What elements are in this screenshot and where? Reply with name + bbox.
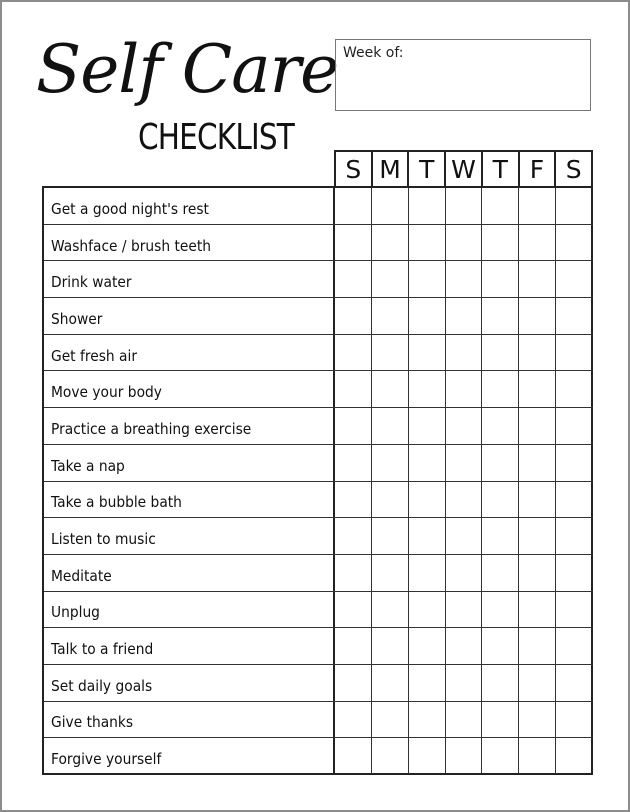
- check-cell-tuesday[interactable]: [409, 738, 446, 773]
- check-cell-tuesday[interactable]: [409, 371, 446, 407]
- check-cell-wednesday[interactable]: [446, 555, 483, 591]
- check-cell-thursday[interactable]: [482, 628, 519, 664]
- check-cell-friday[interactable]: [519, 482, 556, 518]
- check-cell-monday[interactable]: [372, 298, 409, 334]
- task-label: Get a good night's rest: [44, 188, 335, 224]
- check-cell-sunday[interactable]: [335, 738, 372, 773]
- check-cell-saturday[interactable]: [556, 225, 593, 261]
- check-cell-sunday[interactable]: [335, 225, 372, 261]
- week-of-label: Week of:: [343, 45, 404, 61]
- check-cell-sunday[interactable]: [335, 298, 372, 334]
- check-cell-wednesday[interactable]: [446, 665, 483, 701]
- check-cell-friday[interactable]: [519, 335, 556, 371]
- table-row: [44, 261, 593, 298]
- check-cell-saturday[interactable]: [556, 371, 593, 407]
- task-label: Unplug: [44, 592, 335, 628]
- check-cell-wednesday[interactable]: [446, 445, 483, 481]
- table-row: [44, 445, 593, 482]
- table-row: [44, 628, 593, 665]
- check-cell-wednesday[interactable]: [446, 188, 483, 224]
- task-label: Get fresh air: [44, 335, 335, 371]
- check-cell-saturday[interactable]: [556, 408, 593, 444]
- check-cell-thursday[interactable]: [482, 702, 519, 738]
- check-cell-friday[interactable]: [519, 738, 556, 773]
- check-cell-monday[interactable]: [372, 261, 409, 297]
- check-cell-thursday[interactable]: [482, 408, 519, 444]
- check-cell-friday[interactable]: [519, 628, 556, 664]
- day-header-friday: F: [520, 152, 557, 186]
- day-header-row: [334, 150, 593, 186]
- check-cell-tuesday[interactable]: [409, 188, 446, 224]
- check-cell-sunday[interactable]: [335, 518, 372, 554]
- check-cell-monday[interactable]: [372, 408, 409, 444]
- check-cell-sunday[interactable]: [335, 628, 372, 664]
- task-label: Shower: [44, 298, 335, 334]
- day-header-tuesday: T: [409, 152, 446, 186]
- check-cell-tuesday[interactable]: [409, 702, 446, 738]
- check-cell-sunday[interactable]: [335, 261, 372, 297]
- check-cell-thursday[interactable]: [482, 371, 519, 407]
- check-cell-monday[interactable]: [372, 592, 409, 628]
- check-cell-saturday[interactable]: [556, 335, 593, 371]
- check-cell-wednesday[interactable]: [446, 335, 483, 371]
- check-cell-tuesday[interactable]: [409, 518, 446, 554]
- check-cell-thursday[interactable]: [482, 298, 519, 334]
- check-cell-sunday[interactable]: [335, 702, 372, 738]
- check-cell-friday[interactable]: [519, 592, 556, 628]
- check-cell-thursday[interactable]: [482, 445, 519, 481]
- check-cell-thursday[interactable]: [482, 518, 519, 554]
- check-cell-sunday[interactable]: [335, 371, 372, 407]
- check-cell-tuesday[interactable]: [409, 408, 446, 444]
- check-cell-wednesday[interactable]: [446, 225, 483, 261]
- check-cell-thursday[interactable]: [482, 738, 519, 773]
- title-self-care: Self Care: [36, 31, 339, 108]
- checklist-table: [42, 186, 593, 775]
- check-cell-monday[interactable]: [372, 555, 409, 591]
- table-row: [44, 225, 593, 262]
- check-cell-friday[interactable]: [519, 188, 556, 224]
- check-cell-thursday[interactable]: [482, 555, 519, 591]
- check-cell-saturday[interactable]: [556, 445, 593, 481]
- task-label: Forgive yourself: [44, 738, 335, 773]
- check-cell-sunday[interactable]: [335, 592, 372, 628]
- check-cell-sunday[interactable]: [335, 408, 372, 444]
- check-cell-friday[interactable]: [519, 261, 556, 297]
- task-label: Washface / brush teeth: [44, 225, 335, 261]
- check-cell-thursday[interactable]: [482, 665, 519, 701]
- check-cell-thursday[interactable]: [482, 482, 519, 518]
- check-cell-monday[interactable]: [372, 628, 409, 664]
- check-cell-saturday[interactable]: [556, 482, 593, 518]
- check-cell-friday[interactable]: [519, 225, 556, 261]
- check-cell-saturday[interactable]: [556, 555, 593, 591]
- check-cell-sunday[interactable]: [335, 445, 372, 481]
- check-cell-friday[interactable]: [519, 298, 556, 334]
- check-cell-friday[interactable]: [519, 408, 556, 444]
- check-cell-friday[interactable]: [519, 555, 556, 591]
- week-of-box[interactable]: [335, 39, 591, 111]
- table-row: [44, 482, 593, 519]
- check-cell-monday[interactable]: [372, 665, 409, 701]
- check-cell-wednesday[interactable]: [446, 261, 483, 297]
- check-cell-wednesday[interactable]: [446, 592, 483, 628]
- check-cell-thursday[interactable]: [482, 261, 519, 297]
- table-row: [44, 188, 593, 225]
- check-cell-tuesday[interactable]: [409, 261, 446, 297]
- check-cell-tuesday[interactable]: [409, 592, 446, 628]
- table-row: [44, 298, 593, 335]
- check-cell-wednesday[interactable]: [446, 408, 483, 444]
- check-cell-sunday[interactable]: [335, 665, 372, 701]
- check-cell-tuesday[interactable]: [409, 225, 446, 261]
- task-label: Drink water: [44, 261, 335, 297]
- check-cell-wednesday[interactable]: [446, 482, 483, 518]
- check-cell-friday[interactable]: [519, 371, 556, 407]
- check-cell-monday[interactable]: [372, 445, 409, 481]
- check-cell-saturday[interactable]: [556, 298, 593, 334]
- check-cell-wednesday[interactable]: [446, 702, 483, 738]
- task-label: Give thanks: [44, 702, 335, 738]
- check-cell-tuesday[interactable]: [409, 628, 446, 664]
- check-cell-monday[interactable]: [372, 702, 409, 738]
- table-row: [44, 371, 593, 408]
- check-cell-sunday[interactable]: [335, 555, 372, 591]
- check-cell-monday[interactable]: [372, 371, 409, 407]
- check-cell-thursday[interactable]: [482, 335, 519, 371]
- table-row: [44, 592, 593, 629]
- check-cell-thursday[interactable]: [482, 592, 519, 628]
- check-cell-monday[interactable]: [372, 188, 409, 224]
- check-cell-saturday[interactable]: [556, 702, 593, 738]
- task-label: Listen to music: [44, 518, 335, 554]
- check-cell-thursday[interactable]: [482, 188, 519, 224]
- check-cell-monday[interactable]: [372, 335, 409, 371]
- task-label: Meditate: [44, 555, 335, 591]
- day-header-sunday: S: [336, 152, 373, 186]
- check-cell-monday[interactable]: [372, 225, 409, 261]
- check-cell-thursday[interactable]: [482, 225, 519, 261]
- check-cell-saturday[interactable]: [556, 628, 593, 664]
- check-cell-friday[interactable]: [519, 665, 556, 701]
- task-label: Practice a breathing exercise: [44, 408, 335, 444]
- table-row: [44, 518, 593, 555]
- check-cell-saturday[interactable]: [556, 738, 593, 773]
- table-row: [44, 555, 593, 592]
- check-cell-tuesday[interactable]: [409, 482, 446, 518]
- check-cell-wednesday[interactable]: [446, 371, 483, 407]
- check-cell-saturday[interactable]: [556, 665, 593, 701]
- task-label: Talk to a friend: [44, 628, 335, 664]
- check-cell-tuesday[interactable]: [409, 335, 446, 371]
- check-cell-wednesday[interactable]: [446, 628, 483, 664]
- check-cell-monday[interactable]: [372, 738, 409, 773]
- check-cell-friday[interactable]: [519, 445, 556, 481]
- check-cell-saturday[interactable]: [556, 592, 593, 628]
- table-row: [44, 665, 593, 702]
- check-cell-friday[interactable]: [519, 702, 556, 738]
- check-cell-tuesday[interactable]: [409, 665, 446, 701]
- check-cell-sunday[interactable]: [335, 188, 372, 224]
- table-row: [44, 335, 593, 372]
- check-cell-sunday[interactable]: [335, 482, 372, 518]
- check-cell-friday[interactable]: [519, 518, 556, 554]
- day-header-saturday: S: [556, 152, 593, 186]
- day-header-thursday: T: [483, 152, 520, 186]
- check-cell-wednesday[interactable]: [446, 518, 483, 554]
- check-cell-wednesday[interactable]: [446, 738, 483, 773]
- task-label: Move your body: [44, 371, 335, 407]
- table-row: [44, 702, 593, 739]
- check-cell-tuesday[interactable]: [409, 445, 446, 481]
- check-cell-saturday[interactable]: [556, 188, 593, 224]
- table-row: [44, 738, 593, 775]
- check-cell-monday[interactable]: [372, 518, 409, 554]
- check-cell-saturday[interactable]: [556, 261, 593, 297]
- check-cell-monday[interactable]: [372, 482, 409, 518]
- task-label: Take a nap: [44, 445, 335, 481]
- check-cell-tuesday[interactable]: [409, 555, 446, 591]
- day-header-wednesday: W: [446, 152, 483, 186]
- title-checklist: CHECKLIST: [138, 117, 294, 158]
- task-label: Set daily goals: [44, 665, 335, 701]
- task-label: Take a bubble bath: [44, 482, 335, 518]
- check-cell-sunday[interactable]: [335, 335, 372, 371]
- table-row: [44, 408, 593, 445]
- check-cell-saturday[interactable]: [556, 518, 593, 554]
- day-header-monday: M: [373, 152, 410, 186]
- check-cell-wednesday[interactable]: [446, 298, 483, 334]
- check-cell-tuesday[interactable]: [409, 298, 446, 334]
